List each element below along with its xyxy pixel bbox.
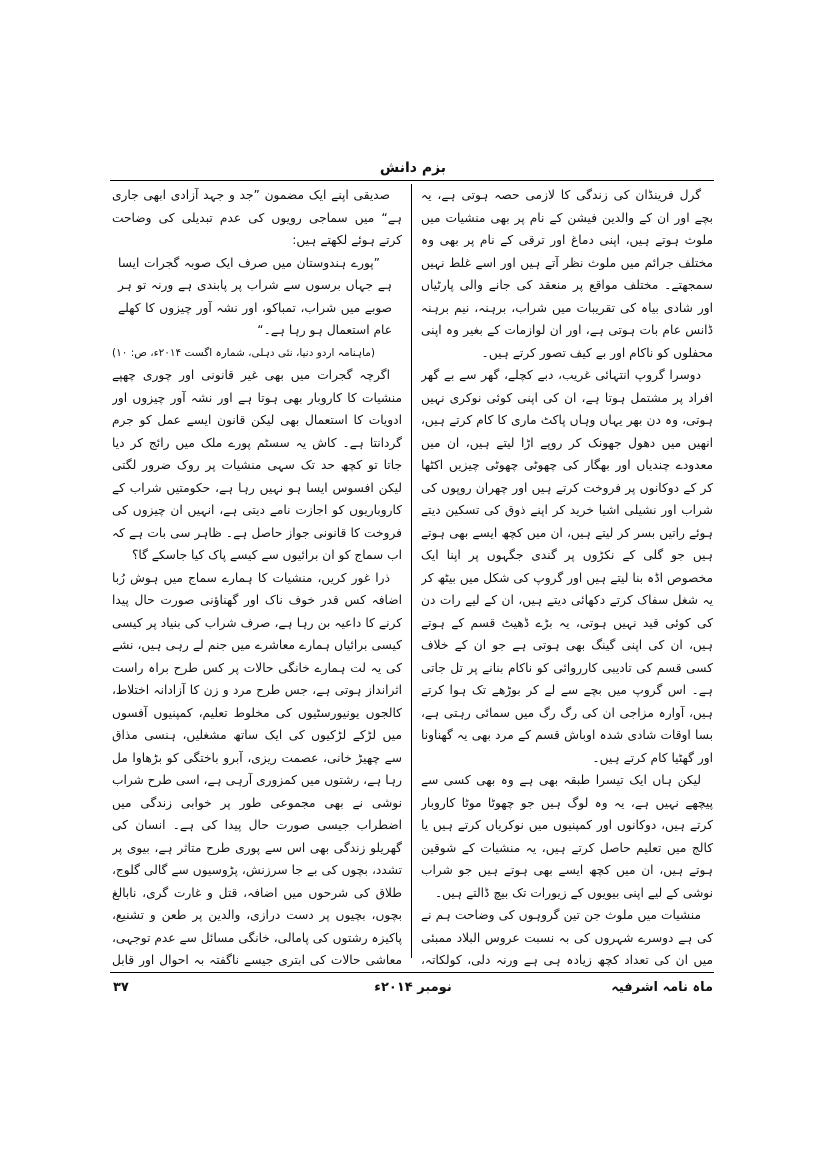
left-column — [112, 184, 402, 968]
paragraph: منشیات میں ملوث جن تین گروہوں کی وضاحت ہم نے کی ہے دوسرے شہروں کی بہ نسبت عروس البلاد ممبئی میں ان کی تعداد کچھ زیادہ ہی ہے ورنہ دلی، کولکاتہ، — [421, 908, 713, 967]
section-title: بزم دانش — [379, 160, 447, 176]
block-quote: ”پورے ہندوستان میں صرف ایک صوبہ گجرات ایسا ہے جہاں برسوں سے شراب پر پابندی ہے ورنہ تو ہر صوبے میں شراب، تمباکو، اور نشہ آور چیزوں کا کھلے عام استعمال ہو رہا ہے۔“ — [118, 255, 392, 337]
paragraph: لیکن ہاں ایک تیسرا طبقہ بھی ہے وہ بھی کسی سے پیچھے نہیں ہے، یہ وہ لوگ ہیں جو چھوٹا موٹا کاروبار کرتے ہیں، دوکانوں اور کمپنیوں میں نوکریاں کرتے ہیں یا کالج میں تعلیم حاصل کرتے ہیں، یہ منشیات کے شوقین ہوتے ہیں، ان میں کچھ ایسے بھی ہوتے ہیں جو شراب نوشی کے لیے اپنی بیویوں کے زیورات تک بیچ ڈالتے ہیں۔ — [421, 773, 713, 900]
paragraph: اگرچہ گجرات میں بھی غیر قانونی اور چوری چھپے منشیات کا کاروبار بھی ہوتا ہے اور نشہ آور چیزوں اور ادویات کا استعمال بھی لیکن قانون ایسے عمل کو جرم گردانتا ہے۔ کاش یہ سسٹم پورے ملک میں رائج کر دیا جاتا تو کچھ حد تک سہی منشیات پر روک ضرور لگتی لیکن افسوس ایسا ہو نہیں رہا ہے، حکومتیں شراب کے کاروباریوں کو اجازت نامے دیتی ہے، انہیں ان چیزوں کی فروخت کا قانونی جواز حاصل ہے۔ ظاہر سی بات ہے کہ اب سماج کو ان برائیوں سے کیسے پاک کیا جاسکے گا؟ — [112, 368, 402, 562]
citation: (ماہنامہ اردو دنیا، نئی دہلی، شمارہ اگست ۲۰۱۴ء، ص: ۱۰) — [112, 346, 376, 359]
page-number: ۳۷ — [113, 980, 129, 995]
header-rule — [110, 180, 714, 181]
paragraph: گرل فرینڈان کی زندگی کا لازمی حصہ ہوتی ہے، یہ بچے اور ان کے والدین فیشن کے نام پر بھی منشیات میں ملوث ہوتے ہیں، اپنی دماغ اور ترقی کے نام پر بھی وہ مختلف جرائم میں ملوث نظر آتے ہیں اور اسے غلط نہیں سمجھتے۔ مختلف مواقع پر منعقد کی جانے والی پارٹیاں اور شادی بیاہ کی تقریبات میں شراب، برہنہ، نیم برہنہ ڈانس عام بات ہوتی ہے، اور ان لوازمات کے بغیر وہ اپنی محفلوں کو ناکام اور بے کیف تصور کرتے ہیں۔ — [421, 188, 713, 360]
right-column — [421, 184, 713, 968]
paragraph: صدیقی اپنے ایک مضمون ”جد و جہد آزادی ابھی جاری ہے“ میں سماجی رویوں کی عدم تبدیلی کی وضاحت کرتے ہوئے لکھتے ہیں: — [112, 188, 402, 247]
paragraph: ذرا غور کریں، منشیات کا ہمارے سماج میں ہوش رُبا اضافہ کس قدر خوف ناک اور گھناؤنی صورت حال پیدا کرنے کا داعیہ بن رہا ہے، صرف شراب کی بنیاد پر کیسی کیسی برائیاں ہمارے معاشرے میں جنم لے رہی ہیں، نشے کی یہ لت ہمارے خانگی حالات پر کس طرح براہ راست اثرانداز ہوتی ہے، جس طرح مرد و زن کا آزادانہ اختلاط، کالجوں یونیورسٹیوں کی مخلوط تعلیم، کمپنیوں آفسوں میں لڑکے لڑکیوں کی ایک ساتھ مشغلیں، ہنسی مذاق سے چھیڑ خانی، عصمت ریزی، آبرو باختگی کو بڑھاوا مل رہا ہے، رشتوں میں کمزوری آرہی ہے، اسی طرح شراب نوشی نے بھی مجموعی طور پر خوابی زندگی میں اضطراب جیسی صورت حال پیدا کی ہے۔ انسان کی گھریلو زندگی بھی اس سے پوری طرح متاثر ہے، بیوی پر تشدد، بچوں کی بے جا سرزنش، پڑوسیوں سے گالی گلوج، طلاق کی شرحوں میں اضافہ، قتل و غارت گری، نابالغ بچوں، بچیوں پر دست درازی، والدین پر طعن و تشنیع، پاکیزہ رشتوں کی پامالی، خانگی مسائل سے عدم توجہی، معاشی حالات کی ابتری جیسے ناگفتہ بہ احوال اور قابل — [112, 570, 402, 967]
column-divider — [411, 184, 412, 958]
magazine-name: ماہ نامہ اشرفیہ — [611, 980, 713, 995]
issue-date: نومبر ۲۰۱۴ء — [374, 980, 452, 995]
footer-rule — [110, 972, 714, 973]
paragraph: دوسرا گروپ انتہائی غریب، دبے کچلے، گھر سے بے گھر افراد پر مشتمل ہوتا ہے، ان کی اپنی کوئی نوکری نہیں ہوتی، وہ دن بھر یہاں وہاں پاکٹ ماری کا کام کرتے ہیں، انھیں میں دھول جھونک کر روپے اڑا لیتے ہیں، ان میں معدودے چندیاں اور بھگار کی چھوٹی چھوٹی چیزیں اکٹھا کر کے دوکانوں پر فروخت کرتے ہیں اور چھران روپوں کی شراب اور نشیلی اشیا خرید کر اپنے ذوق کی تسکین دیتے ہوئے راتیں بسر کر لیتے ہیں، ان میں کچھ ایسے بھی ہوتے ہیں جو گلی کے نکڑوں پر گندی جگہوں پر اپنا ایک مخصوص اڈہ بنا لیتے ہیں اور گروپ کی شکل میں بیٹھ کر یہ شغل سفاک کرتے دکھائی دیتے ہیں، ان کے لیے رات دن کی کوئی قید نہیں ہوتی، یہ بڑے ڈھیٹ قسم کے ہوتے ہیں، ان کی اپنی گینگ بھی ہوتی ہے جو ان کے خلاف کسی قسم کی تادیبی کارروائی کو ناکام بنانے پر تل جاتی ہے۔ اس گروپ میں بچے سے لے کر بوڑھے تک ہوا کرتے ہیں، آوارہ مزاجی ان کی رگ رگ میں سمائی رہتی ہے، بسا اوقات شادی شدہ اوباش قسم کے مرد بھی یہ گھناونا اور گھٹیا کام کرتے ہیں۔ — [421, 368, 713, 765]
